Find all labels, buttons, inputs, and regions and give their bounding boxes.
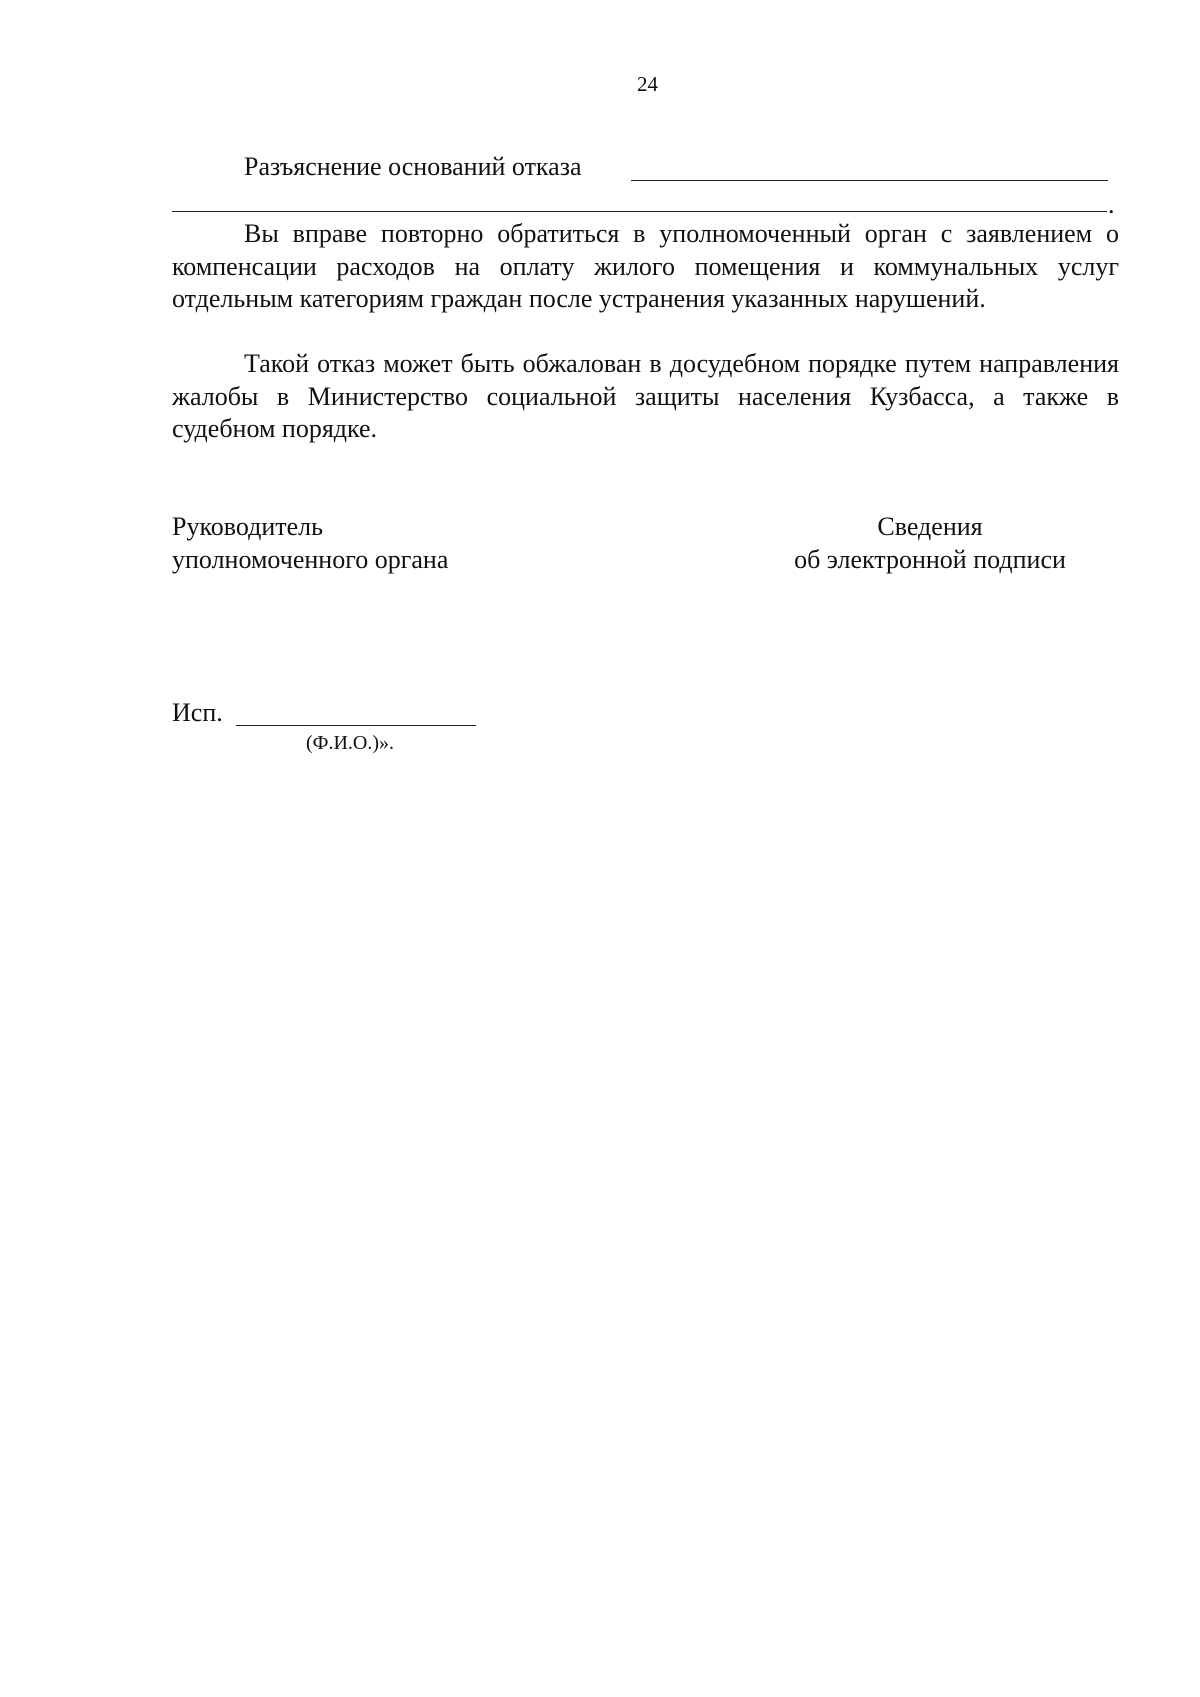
page-number: 24 [637,72,658,96]
e-signature-subtitle: об электронной подписи [794,545,1066,574]
signatory-block [172,510,448,576]
refusal-reason-blank-line [631,180,1108,181]
appeal-paragraph: Такой отказ может быть обжалован в досудебном порядке путем направления жалобы в Министерство социальной защиты населения Кузбасса, а также в судебном порядке. [172,349,1119,443]
signatory-organ: уполномоченного органа [172,545,449,574]
reapply-paragraph: Вы вправе повторно обратиться в уполномоченный орган с заявлением о компенсации расходов на оплату жилого помещения и коммунальных услуг отдельным категориям граждан после устранения указанных нарушений. [172,219,1119,313]
refusal-reason-end-mark: . [1108,190,1115,219]
executor-blank-line [236,725,476,726]
executor-caption: (Ф.И.О.)». [306,732,395,754]
e-signature-block [780,510,1080,576]
executor-label: Исп. [172,698,223,727]
e-signature-title: Сведения [877,512,983,541]
signatory-title: Руководитель [172,512,323,541]
refusal-reason-label: Разъяснение оснований отказа [244,152,582,181]
refusal-reason-blank-line-2 [172,211,1107,212]
